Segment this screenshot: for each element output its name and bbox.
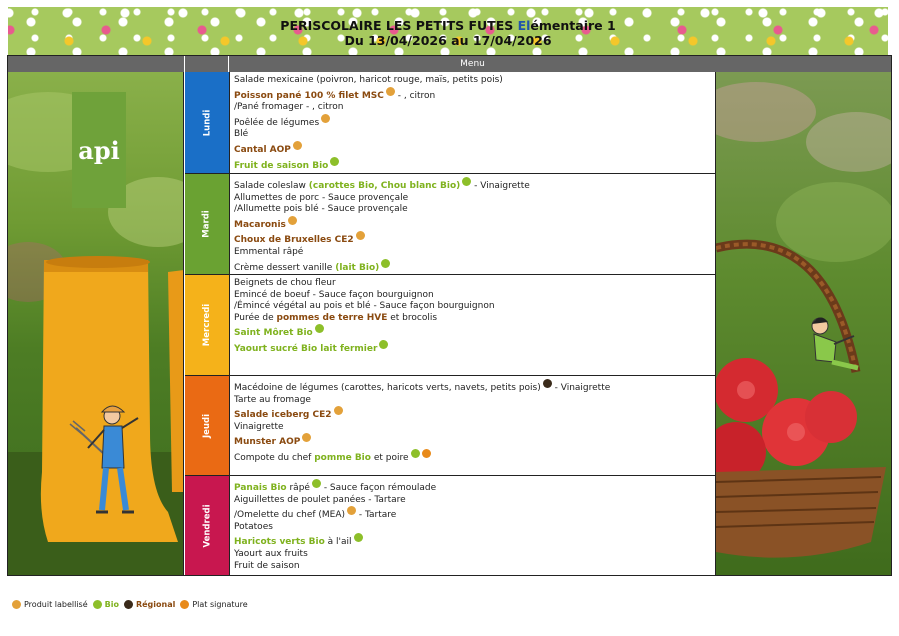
menu-text: Crème dessert vanille <box>234 262 336 273</box>
label-icon <box>288 216 297 225</box>
photo-left-boot <box>8 72 184 575</box>
day-label: Mardi <box>201 210 212 238</box>
day-mardi <box>185 174 229 275</box>
menu-text: Poêlée de légumes <box>234 117 320 128</box>
menu-text: Salade mexicaine (poivron, haricot rouge, maïs, petits pois) <box>234 75 503 85</box>
bio-icon <box>411 449 420 458</box>
menu-text: - Tartare <box>356 510 397 521</box>
menu-item <box>234 379 712 395</box>
gardener-child-icon <box>68 398 144 522</box>
day-vendredi <box>185 476 229 575</box>
menu-text: - Vinaigrette <box>551 383 611 393</box>
menu-item <box>234 231 712 247</box>
menu-text: Potatoes <box>234 521 273 532</box>
bio-icon <box>93 600 102 609</box>
label-icon <box>302 433 311 442</box>
menu-item <box>234 433 712 449</box>
header-cell-day <box>185 56 229 72</box>
menu-text: /Pané fromager - , citron <box>234 102 344 113</box>
menu-cell-jeudi <box>230 376 716 476</box>
day-label: Vendredi <box>201 504 212 547</box>
menu-text: Emmental râpé <box>234 246 304 257</box>
bio-icon <box>381 259 390 268</box>
menu-text: Poisson pané 100 % filet MSC <box>234 90 384 101</box>
signature-icon <box>422 449 431 458</box>
menu-item <box>234 204 712 216</box>
legend-regional: Régional <box>135 600 176 609</box>
menu-text: Aiguillettes de poulet panées - Tartare <box>234 494 406 505</box>
menu-text: Fruit de saison Bio <box>234 160 329 171</box>
label-icon <box>12 600 21 609</box>
menu-item <box>234 522 712 534</box>
menu-item <box>234 278 712 290</box>
menu-text: Saint Môret Bio <box>234 328 313 339</box>
title-rest: émentaire 1 <box>530 18 616 33</box>
menu-text: Purée de <box>234 312 277 323</box>
menu-item <box>234 129 712 141</box>
menu-text: Allumettes de porc - Sauce provençale <box>234 192 409 203</box>
menu-item <box>234 533 712 549</box>
menu-text: et brocolis <box>387 312 438 323</box>
menu-text: Yaourt aux fruits <box>234 548 308 559</box>
label-icon <box>347 506 356 515</box>
day-mercredi <box>185 275 229 376</box>
api-logo <box>72 92 126 208</box>
label-icon <box>321 114 330 123</box>
menu-table <box>7 55 892 576</box>
menu-text: Fruit de saison <box>234 560 300 571</box>
menu-item <box>234 87 712 103</box>
menu-text: Munster AOP <box>234 437 301 448</box>
legend <box>10 600 248 609</box>
title-accent: El <box>517 18 531 33</box>
regional-icon <box>124 600 133 609</box>
menu-text: Choux de Bruxelles CE2 <box>234 235 354 246</box>
legend-label: Produit labellisé <box>24 600 88 609</box>
menu-item <box>234 340 712 356</box>
menu-text: Vinaigrette <box>234 421 284 432</box>
bio-icon <box>379 340 388 349</box>
menu-item <box>234 141 712 157</box>
menu-text: et poire <box>370 452 409 463</box>
signature-icon <box>180 600 189 609</box>
menu-item <box>234 449 712 465</box>
menu-column <box>229 72 715 575</box>
menu-item <box>234 247 712 259</box>
menu-item <box>234 114 712 130</box>
day-label: Mercredi <box>201 303 212 347</box>
menu-text: (carottes Bio, Chou blanc Bio) <box>308 181 461 191</box>
bio-icon <box>312 479 321 488</box>
logo-text: api <box>78 135 120 165</box>
menu-text: à l'ail <box>324 537 352 548</box>
label-icon <box>334 406 343 415</box>
menu-text: Yaourt sucré Bio lait fermier <box>234 343 378 354</box>
menu-cell-vendredi <box>230 476 716 575</box>
menu-item <box>234 157 712 173</box>
menu-text: pommes de terre HVE <box>276 312 388 323</box>
menu-cell-lundi <box>230 72 716 174</box>
menu-text: râpé <box>286 483 310 493</box>
bio-icon <box>315 324 324 333</box>
menu-item <box>234 324 712 340</box>
regional-icon <box>543 379 552 388</box>
menu-text: Emincé de boeuf - Sauce façon bourguignon <box>234 289 434 300</box>
menu-item <box>234 422 712 434</box>
legend-signature: Plat signature <box>192 600 248 609</box>
day-label: Jeudi <box>201 413 212 438</box>
label-icon <box>293 141 302 150</box>
menu-item <box>234 406 712 422</box>
menu-item <box>234 193 712 205</box>
menu-text: Cantal AOP <box>234 144 291 155</box>
day-label: Lundi <box>202 109 212 136</box>
day-jeudi <box>185 376 229 476</box>
menu-text: Tarte au fromage <box>234 394 311 405</box>
menu-text: /Allumette pois blé - Sauce provençale <box>234 204 408 215</box>
bio-icon <box>462 177 471 186</box>
menu-text: - , citron <box>394 90 436 101</box>
apple-basket-illustration <box>716 72 891 575</box>
menu-text: pomme Bio <box>314 452 371 463</box>
menu-text: Blé <box>234 129 249 140</box>
menu-item <box>234 479 712 495</box>
menu-text: Compote du chef <box>234 452 315 463</box>
menu-item <box>234 495 712 507</box>
menu-text: /Omelette du chef (MEA) <box>234 510 346 521</box>
menu-item <box>234 177 712 193</box>
menu-item <box>234 549 712 561</box>
date-range: Du 13/04/2026 au 17/04/2026 <box>344 33 552 48</box>
label-icon <box>386 87 395 96</box>
table-header-row <box>8 56 891 72</box>
menu-item <box>234 506 712 522</box>
menu-text: Macaronis <box>234 219 286 230</box>
menu-text: - Sauce façon rémoulade <box>320 483 437 493</box>
menu-text: Panais Bio <box>234 483 287 493</box>
menu-text: Macédoine de légumes (carottes, haricots verts, navets, petits pois) <box>234 383 541 393</box>
menu-item <box>234 259 712 275</box>
bio-icon <box>354 533 363 542</box>
title-main: PERISCOLAIRE LES PETITS FUTES <box>280 18 518 33</box>
legend-bio: Bio <box>104 600 119 609</box>
menu-item <box>234 290 712 302</box>
menu-item <box>234 313 712 325</box>
menu-cell-mercredi <box>230 275 716 376</box>
bio-icon <box>330 157 339 166</box>
page-title <box>8 18 888 48</box>
menu-item <box>234 216 712 232</box>
menu-text: Haricots verts Bio <box>234 537 325 548</box>
menu-text: (lait Bio) <box>335 262 380 273</box>
header-cell-left <box>8 56 185 72</box>
label-icon <box>356 231 365 240</box>
photo-right-apples <box>715 72 891 575</box>
menu-text: Beignets de chou fleur <box>234 278 336 288</box>
menu-cell-mardi <box>230 174 716 275</box>
menu-item <box>234 561 712 573</box>
menu-text: /Émincé végétal au pois et blé - Sauce façon bourguignon <box>234 301 495 312</box>
menu-item <box>234 102 712 114</box>
header-banner <box>8 7 888 55</box>
menu-text: - Vinaigrette <box>471 181 530 191</box>
menu-text: Salade iceberg CE2 <box>234 410 332 421</box>
menu-item <box>234 75 712 87</box>
menu-header: Menu <box>460 59 485 69</box>
menu-text: Salade coleslaw <box>234 181 309 191</box>
menu-item <box>234 395 712 407</box>
menu-item <box>234 301 712 313</box>
day-column <box>185 72 229 575</box>
day-lundi <box>185 72 229 174</box>
